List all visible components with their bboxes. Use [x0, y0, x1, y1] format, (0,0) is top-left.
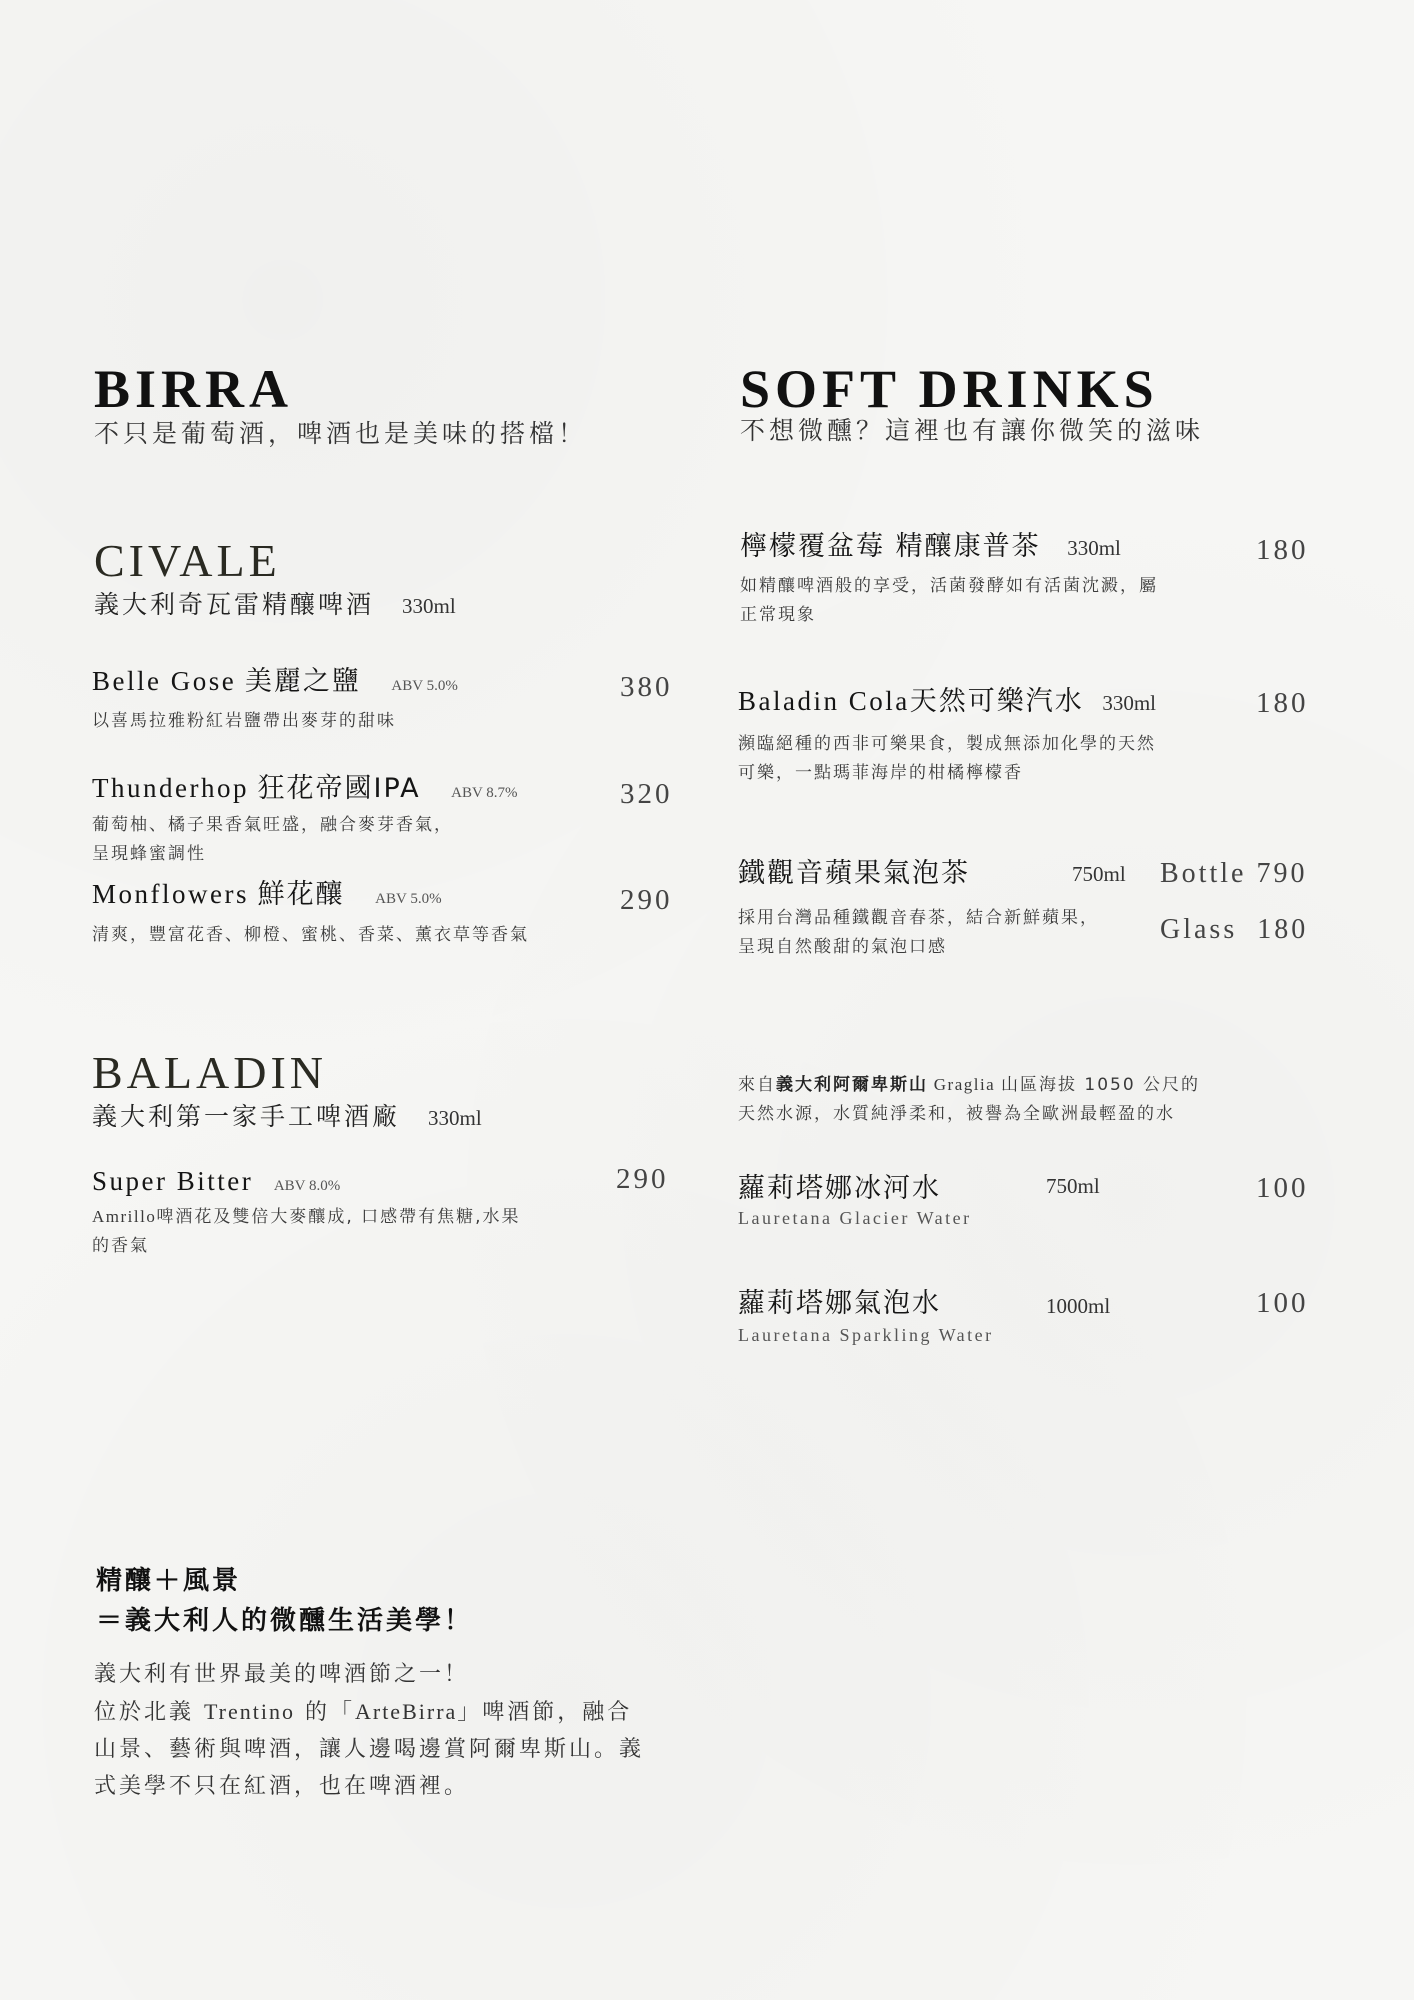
intro-latin: Graglia — [928, 1075, 1001, 1094]
item-name-en: Baladin Cola — [738, 686, 910, 716]
item-abv: ABV 5.0% — [375, 891, 442, 907]
note-line: 式美學不只在紅酒，也在啤酒裡。 — [94, 1774, 470, 1799]
intro-bold: 義大利阿爾卑斯山 — [776, 1075, 928, 1095]
desc-line — [92, 1202, 521, 1232]
item-price-belle-gose: 380 — [620, 671, 673, 703]
item-price-baladin-cola: 180 — [1256, 687, 1309, 719]
item-description-super-bitter — [92, 1202, 521, 1261]
item-volume-apple-sparkling-tea: 750ml — [1072, 862, 1126, 886]
item-description-kombucha — [740, 572, 1158, 630]
note-text: 的「 — [294, 1700, 355, 1725]
note-headline-line: ＝義大利人的微醺生活美學！ — [96, 1606, 474, 1636]
menu-item-baladin-cola — [738, 688, 1156, 715]
item-volume-glacier-water: 750ml — [1046, 1174, 1100, 1198]
intro-prefix: 來自 — [738, 1075, 776, 1095]
desc-line: 天然水源，水質純淨柔和，被譽為全歐洲最輕盈的水 — [738, 1104, 1175, 1124]
item-name: 檸檬覆盆莓 精釀康普茶 — [740, 531, 1041, 562]
desc-line: 呈現自然酸甜的氣泡口感 — [738, 937, 947, 957]
item-name-en: Belle Gose — [92, 666, 237, 696]
desc-line: 採用台灣品種鐵觀音春茶，結合新鮮蘋果， — [738, 908, 1099, 928]
note-headline-line: 精釀＋風景 — [96, 1566, 242, 1596]
desc-line: 以喜馬拉雅粉紅岩鹽帶出麥芽的甜味 — [92, 711, 396, 731]
item-description-belle-gose — [92, 707, 396, 736]
menu-item-thunderhop — [92, 775, 518, 802]
item-price-monflowers: 290 — [620, 884, 673, 916]
birra-section-subtitle: 不只是葡萄酒，啤酒也是美味的搭檔！ — [94, 419, 588, 448]
brand-volume: 330ml — [402, 594, 456, 618]
item-name: 蘿莉塔娜氣泡水 — [738, 1288, 941, 1319]
brand-title-baladin: BALADIN — [92, 1047, 327, 1098]
menu-item-monflowers — [92, 881, 442, 908]
menu-item-glacier-water — [738, 1175, 941, 1202]
note-line: 山景、藝術與啤酒，讓人邊喝邊賞阿爾卑斯山。義 — [94, 1737, 645, 1762]
item-volume-sparkling-water: 1000ml — [1046, 1294, 1111, 1318]
item-abv: ABV 8.0% — [273, 1178, 341, 1194]
desc-line: 的香氣 — [92, 1236, 149, 1256]
item-description-baladin-cola — [738, 730, 1156, 788]
item-name: 鐵觀音蘋果氣泡茶 — [738, 858, 970, 889]
item-name-zh: 鮮花釀 — [257, 879, 345, 910]
soft-drinks-section-subtitle: 不想微醺？這裡也有讓你微笑的滋味 — [740, 416, 1205, 445]
desc-line: 清爽，豐富花香、柳橙、蜜桃、香菜、薰衣草等香氣 — [92, 925, 529, 945]
note-headline — [96, 1561, 473, 1641]
item-volume: 330ml — [1067, 536, 1121, 560]
desc-line — [738, 1070, 1200, 1100]
water-intro — [738, 1070, 1200, 1129]
item-price-glass: Glass 180 — [1160, 914, 1309, 945]
birra-section-title: BIRRA — [94, 359, 294, 419]
item-abv: ABV 8.7% — [451, 785, 518, 801]
item-volume: 330ml — [1102, 691, 1156, 715]
item-name-zh: 狂花帝國IPA — [257, 773, 421, 804]
item-price-thunderhop: 320 — [620, 778, 673, 810]
item-name-en: Thunderhop — [92, 773, 249, 803]
item-description-apple-sparkling-tea — [738, 904, 1099, 962]
desc-latin: Amrillo — [92, 1207, 157, 1226]
menu-item-apple-sparkling-tea — [738, 860, 970, 887]
item-name-zh: 天然可樂汽水 — [909, 686, 1084, 717]
item-price-bottle: Bottle 790 — [1160, 858, 1308, 889]
item-price-sparkling-water: 100 — [1256, 1287, 1309, 1319]
item-abv: ABV 5.0% — [391, 678, 458, 694]
item-name-en: Monflowers — [92, 879, 249, 909]
menu-item-kombucha — [740, 533, 1121, 560]
note-text: 」啤酒節，融合 — [457, 1700, 633, 1725]
menu-item-super-bitter — [92, 1168, 340, 1195]
note-latin: Trentino — [204, 1699, 295, 1724]
item-name-en: Super Bitter — [92, 1166, 254, 1196]
item-price-super-bitter: 290 — [616, 1163, 669, 1195]
intro-rest: 山區海拔 1050 公尺的 — [1000, 1075, 1201, 1095]
desc-line: 如精釀啤酒般的享受，活菌發酵如有活菌沈澱，屬 — [740, 576, 1158, 596]
menu-item-sparkling-water — [738, 1290, 941, 1317]
soft-drinks-section-title: SOFT DRINKS — [740, 359, 1159, 419]
note-body — [94, 1656, 644, 1805]
item-description-monflowers — [92, 921, 529, 950]
item-subname-glacier-water: Lauretana Glacier Water — [738, 1208, 972, 1228]
brand-volume: 330ml — [428, 1106, 482, 1130]
note-text: 位於北義 — [94, 1700, 204, 1725]
desc-line: 瀕臨絕種的西非可樂果食，製成無添加化學的天然 — [738, 734, 1156, 754]
note-line — [94, 1693, 644, 1731]
desc-line: 葡萄柚、橘子果香氣旺盛，融合麥芽香氣， — [92, 815, 453, 835]
desc-text: 啤酒花及雙倍大麥釀成, 口感帶有焦糖,水果 — [156, 1207, 521, 1227]
item-description-thunderhop — [92, 811, 453, 869]
item-price-glacier-water: 100 — [1256, 1172, 1309, 1204]
desc-line: 正常現象 — [740, 605, 816, 625]
item-price-kombucha: 180 — [1256, 534, 1309, 566]
brand-description: 義大利奇瓦雷精釀啤酒 — [94, 590, 375, 619]
brand-description: 義大利第一家手工啤酒廠 — [92, 1102, 401, 1131]
item-name: 蘿莉塔娜冰河水 — [738, 1173, 941, 1204]
note-line: 義大利有世界最美的啤酒節之一！ — [94, 1662, 470, 1687]
brand-title-civale: CIVALE — [94, 535, 281, 586]
brand-subtitle-baladin — [92, 1104, 482, 1129]
desc-line: 呈現蜂蜜調性 — [92, 844, 206, 864]
menu-item-belle-gose — [92, 668, 458, 695]
item-name-zh: 美麗之鹽 — [244, 666, 361, 697]
note-latin: ArteBirra — [354, 1699, 458, 1724]
brand-subtitle-civale — [94, 592, 456, 617]
desc-line: 可樂，一點瑪菲海岸的柑橘檸檬香 — [738, 763, 1023, 783]
item-subname-sparkling-water: Lauretana Sparkling Water — [738, 1325, 994, 1345]
